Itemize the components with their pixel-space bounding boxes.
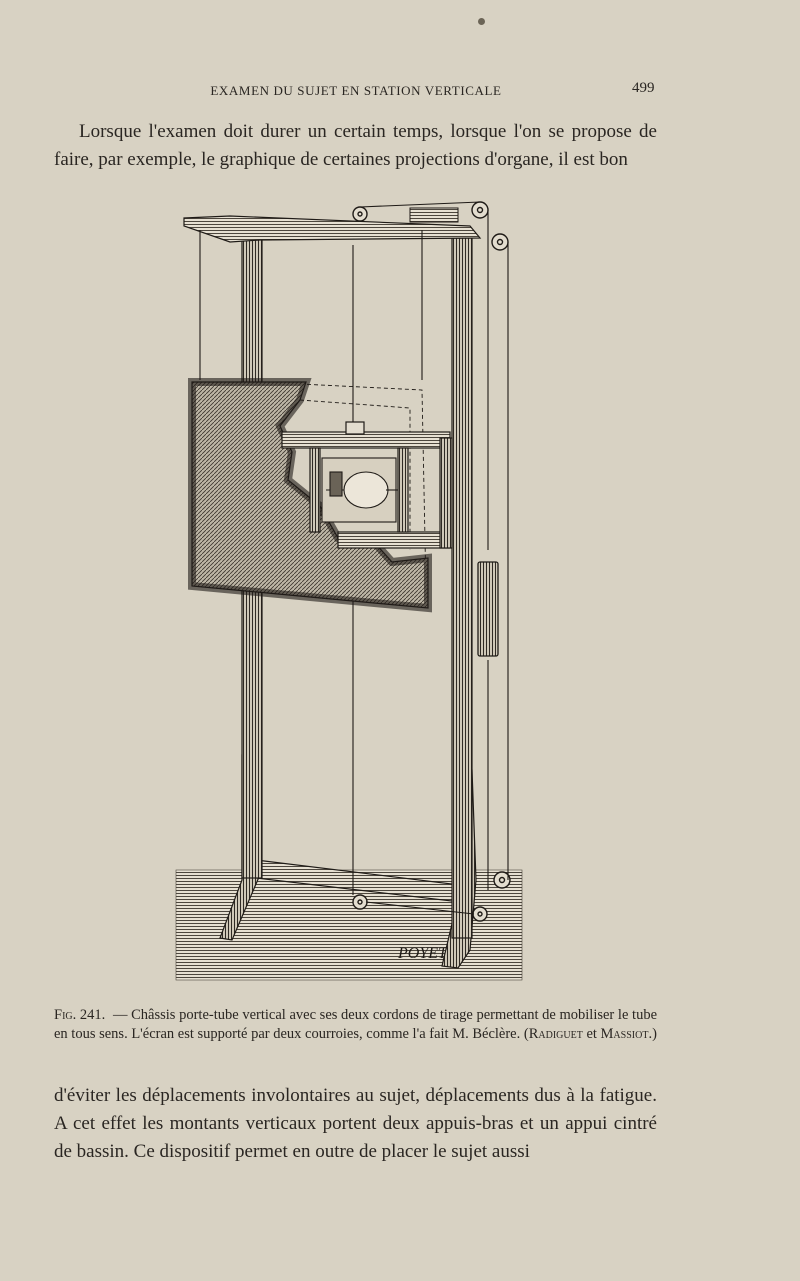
- counterweight: [478, 562, 498, 656]
- figure-caption: [54, 1006, 657, 1044]
- page-number: 499: [632, 80, 655, 96]
- caption-credit-and: et: [582, 1026, 601, 1042]
- xray-tube: [322, 458, 398, 522]
- paragraph-bottom: d'éviter les déplacements involontaires au sujet, déplacements dus à la fatigue. A cet effet les montants verticaux portent deux appuis-bras et un appui cintré de bassin. Ce dispositif permet en outre de placer le sujet aussi: [54, 1085, 657, 1162]
- top-bracket: [410, 208, 458, 222]
- xray-tube-stand-illustration: [170, 190, 530, 990]
- paragraph-top: Lorsque l'examen doit durer un certain temps, lorsque l'on se propose de faire, par exemple, le graphique de certaines projections d'organe, il est bon: [54, 121, 657, 170]
- caption-credit-end: .): [648, 1026, 657, 1042]
- caption-credit-1: Radiguet: [528, 1026, 583, 1042]
- figure-label: Fig. 241.: [54, 1007, 106, 1023]
- right-upright: [452, 238, 472, 938]
- caption-credit-2: Massiot: [600, 1026, 649, 1042]
- artist-signature: POYET: [398, 945, 447, 962]
- running-title: EXAMEN DU SUJET EN STATION VERTICALE: [210, 83, 502, 98]
- printer-mark: [478, 18, 485, 25]
- caption-text: — Châssis porte-tube vertical avec ses deux cordons de tirage permettant de mobiliser le tube en tous sens. L'écran est supporté par deux courroies, comme l'a fait M. Béclère. (: [54, 1007, 658, 1042]
